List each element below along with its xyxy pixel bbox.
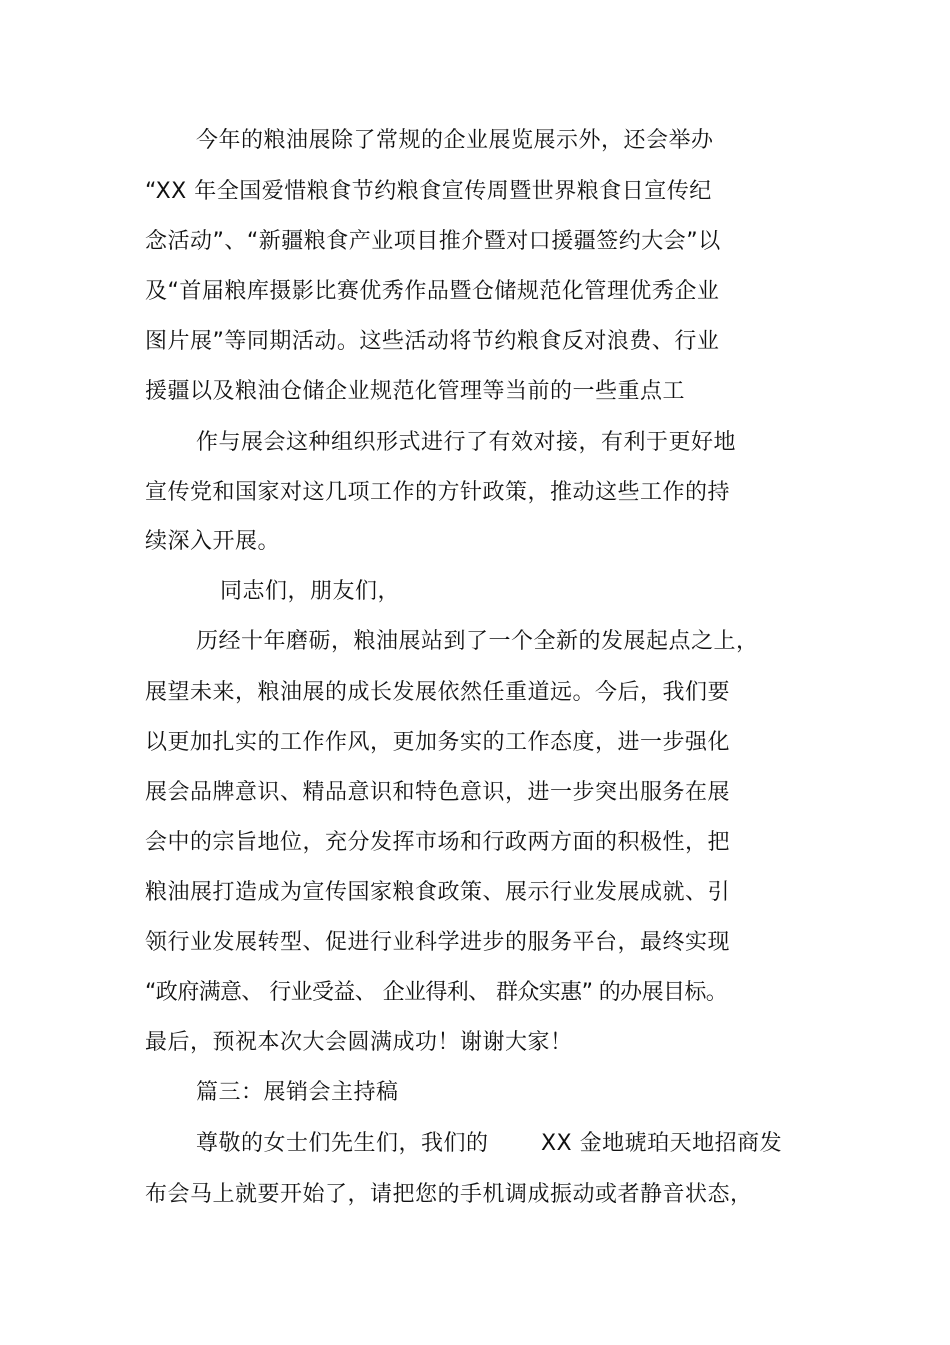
text-line: 今年的粮油展除了常规的企业展览展示外，还会举办	[196, 128, 714, 153]
text-line: 最后，预祝本次大会圆满成功！谢谢大家！	[145, 1030, 573, 1055]
text-line: 宣传党和国家对这几项工作的方针政策，推动这些工作的持	[145, 480, 731, 505]
text-line: “XX 年全国爱惜粮食节约粮食宣传周暨世界粮食日宣传纪	[145, 179, 712, 204]
text-line: 会中的宗旨地位，充分发挥市场和行政两方面的积极性，把	[145, 830, 731, 855]
text-line: 念活动”、“新疆粮食产业项目推介暨对口援疆签约大会”以	[145, 229, 721, 254]
text-line: 图片展”等同期活动。这些活动将节约粮食反对浪费、行业	[145, 329, 720, 354]
text-line: 续深入开展。	[145, 529, 281, 554]
text-line: 领行业发展转型、促进行业科学进步的服务平台，最终实现	[145, 930, 731, 955]
text-line: 展会品牌意识、精品意识和特色意识，进一步突出服务在展	[145, 780, 731, 805]
text-line: 援疆以及粮油仓储企业规范化管理等当前的一些重点工	[145, 379, 686, 404]
text-line: 作与展会这种组织形式进行了有效对接，有利于更好地	[196, 430, 737, 455]
text-line: 展望未来，粮油展的成长发展依然任重道远。今后，我们要	[145, 680, 731, 705]
text-line: 以更加扎实的工作作风，更加务实的工作态度，进一步强化	[145, 730, 731, 755]
text-line: 粮油展打造成为宣传国家粮食政策、展示行业发展成就、引	[145, 880, 731, 905]
text-line: “政府满意、 行业受益、 企业得利、 群众实惠” 的办展目标。	[145, 980, 728, 1005]
text-line: 尊敬的女士们先生们，我们的 XX 金地琥珀天地招商发	[196, 1131, 783, 1156]
text-line: 及“首届粮库摄影比赛优秀作品暨仓储规范化管理优秀企业	[145, 279, 720, 304]
section-heading: 篇三：展销会主持稿	[196, 1080, 399, 1105]
text-line: 历经十年磨砺，粮油展站到了一个全新的发展起点之上，	[196, 629, 759, 654]
salutation-line: 同志们，朋友们，	[220, 579, 401, 604]
text-line: 布会马上就要开始了，请把您的手机调成振动或者静音状态，	[145, 1182, 753, 1207]
